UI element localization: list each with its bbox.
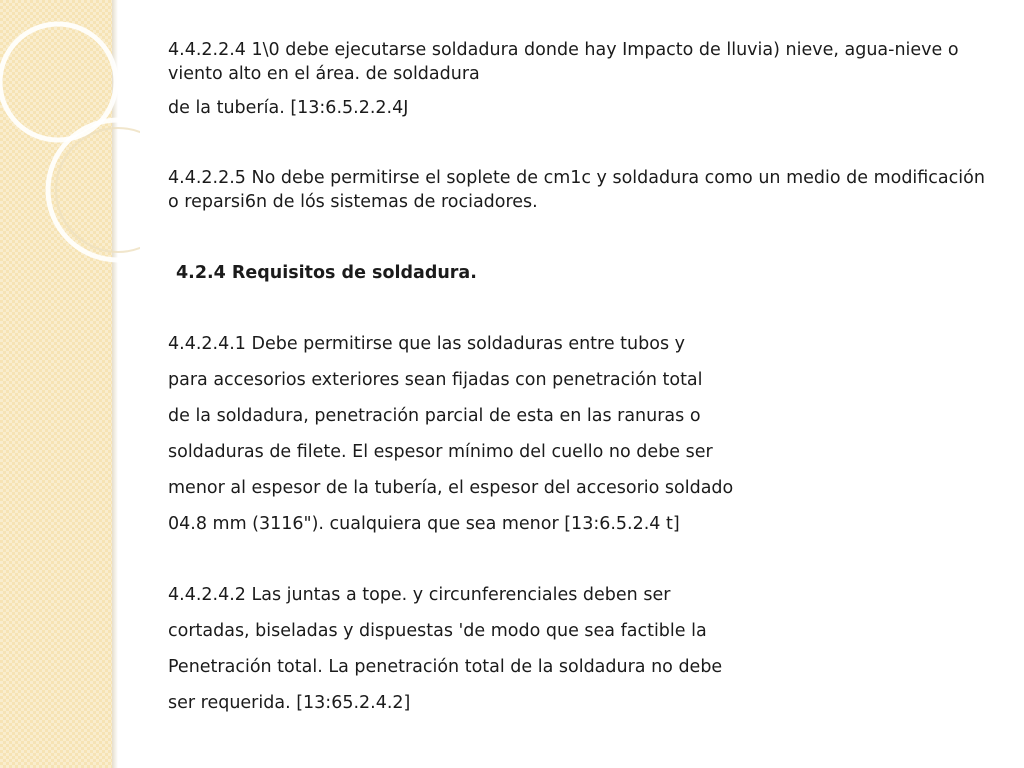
decorative-rings — [0, 0, 140, 320]
paragraph-4-4-2-4-1-line-1: 4.4.2.4.1 Debe permitirse que las soldaduras entre tubos y — [168, 334, 685, 354]
ring-lower-inner — [56, 128, 140, 252]
paragraph-4-4-2-2-5: 4.4.2.2.5 No debe permitirse el soplete de cm1c y soldadura como un medio de modificación o reparsi6n de lós sistemas de rociadores. — [168, 168, 985, 212]
paragraph-4-4-2-2-4: 4.4.2.2.4 1\0 debe ejecutarse soldadura donde hay Impacto de lluvia) nieve, agua-nieve o viento alto en el área. de soldadura — [168, 40, 959, 84]
paragraph-4-4-2-4-1-line-5: menor al espesor de la tubería, el espesor del accesorio soldado — [168, 478, 734, 498]
paragraph-4-4-2-4-1-line-6: 04.8 mm (3116"). cualquiera que sea menor [13:6.5.2.4 t] — [168, 514, 680, 534]
paragraph-4-4-2-4-1-line-4: soldaduras de filete. El espesor mínimo del cuello no debe ser — [168, 442, 713, 462]
paragraph-4-4-2-4-2-line-3: Penetración total. La penetración total de la soldadura no debe — [168, 657, 723, 677]
paragraph-4-4-2-4-1-line-3: de la soldadura, penetración parcial de esta en las ranuras o — [168, 406, 701, 426]
paragraph-4-4-2-4-2-line-2: cortadas, biseladas y dispuestas 'de modo que sea factible la — [168, 621, 707, 641]
section-heading: 4.2.4 Requisitos de soldadura. — [176, 263, 477, 283]
paragraph-reference-line: de la tubería. [13:6.5.2.2.4J — [168, 98, 409, 118]
paragraph-4-4-2-4-1-line-2: para accesorios exteriores sean fijadas con penetración total — [168, 370, 703, 390]
paragraph-4-4-2-4-2-line-4: ser requerida. [13:65.2.4.2] — [168, 693, 411, 713]
slide-body — [168, 38, 988, 715]
paragraph-4-4-2-4-2-line-1: 4.4.2.4.2 Las juntas a tope. y circunferenciales deben ser — [168, 585, 671, 605]
